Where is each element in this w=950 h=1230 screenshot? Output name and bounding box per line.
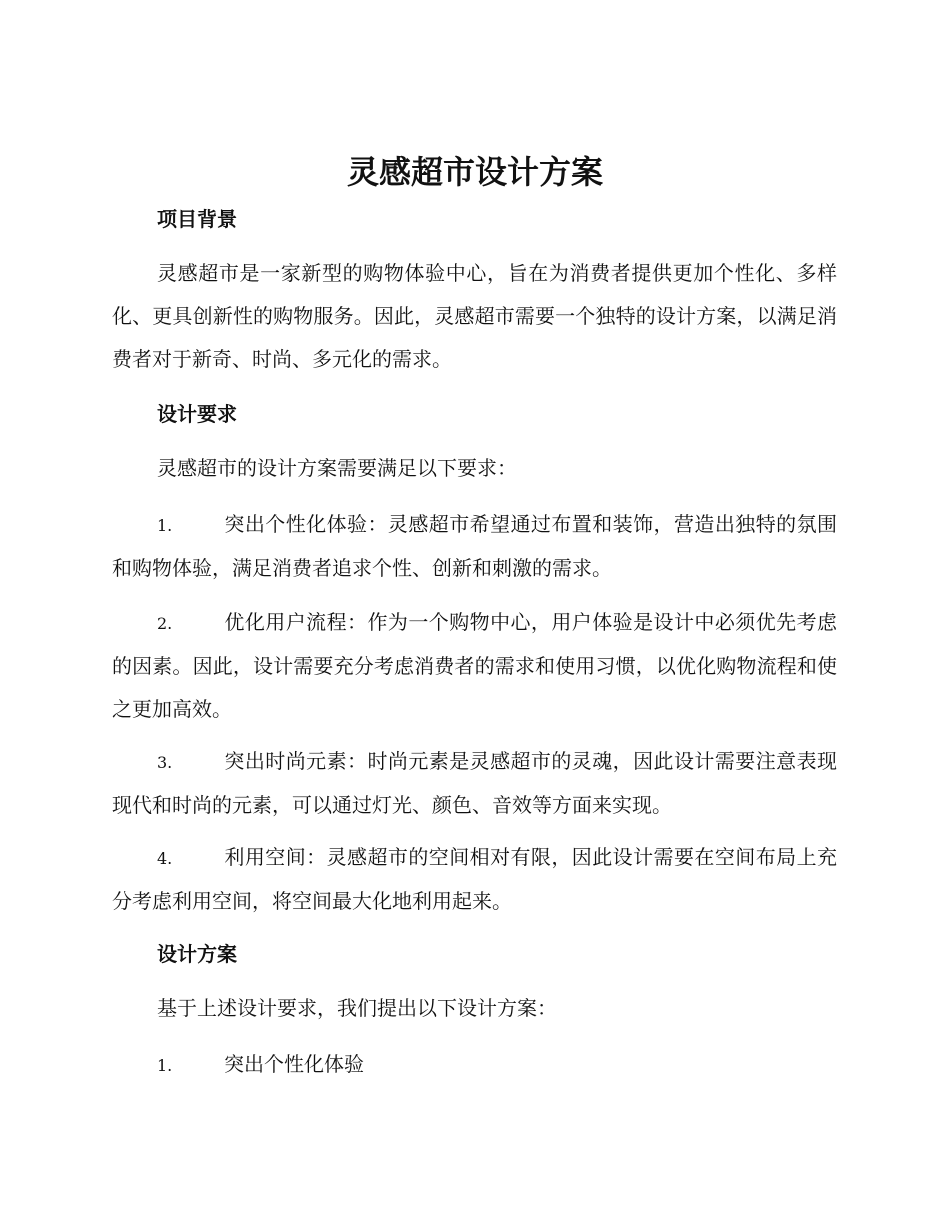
proposal-item-1 xyxy=(112,1043,837,1087)
document-title: 灵感超市设计方案 xyxy=(346,153,603,191)
background-paragraph: 灵感超市是一家新型的购物体验中心，旨在为消费者提供更加个性化、多样化、更具创新性的购物服务。因此，灵感超市需要一个独特的设计方案，以满足消费者对于新奇、时尚、多元化的需求。 xyxy=(112,261,837,371)
list-number: 4. xyxy=(157,849,173,868)
list-item-text: 利用空间：灵感超市的空间相对有限，因此设计需要在空间布局上充分考虑利用空间，将空间最大化地利用起来。 xyxy=(112,845,837,913)
section-heading-background: 项目背景 xyxy=(157,207,237,231)
list-number: 1. xyxy=(157,516,173,535)
requirement-item-3 xyxy=(112,740,837,827)
section-heading-proposal: 设计方案 xyxy=(157,942,237,966)
proposal-intro: 基于上述设计要求，我们提出以下设计方案： xyxy=(157,996,557,1020)
list-number: 2. xyxy=(157,614,173,633)
list-item-text: 突出个性化体验：灵感超市希望通过布置和装饰，营造出独特的氛围和购物体验，满足消费者追求个性、创新和刺激的需求。 xyxy=(112,512,837,580)
section-heading-requirements: 设计要求 xyxy=(157,402,237,426)
requirement-item-2 xyxy=(112,601,837,731)
list-number: 3. xyxy=(157,753,173,772)
list-item-text: 优化用户流程：作为一个购物中心，用户体验是设计中必须优先考虑的因素。因此，设计需要充分考虑消费者的需求和使用习惯，以优化购物流程和使之更加高效。 xyxy=(112,610,837,721)
requirement-item-4 xyxy=(112,836,837,923)
list-item-text: 突出时尚元素：时尚元素是灵感超市的灵魂，因此设计需要注意表现现代和时尚的元素，可以通过灯光、颜色、音效等方面来实现。 xyxy=(112,749,837,817)
requirement-item-1 xyxy=(112,503,837,590)
list-item-text: 突出个性化体验 xyxy=(224,1052,364,1076)
list-number: 1. xyxy=(157,1056,173,1075)
requirements-intro: 灵感超市的设计方案需要满足以下要求： xyxy=(157,456,517,480)
